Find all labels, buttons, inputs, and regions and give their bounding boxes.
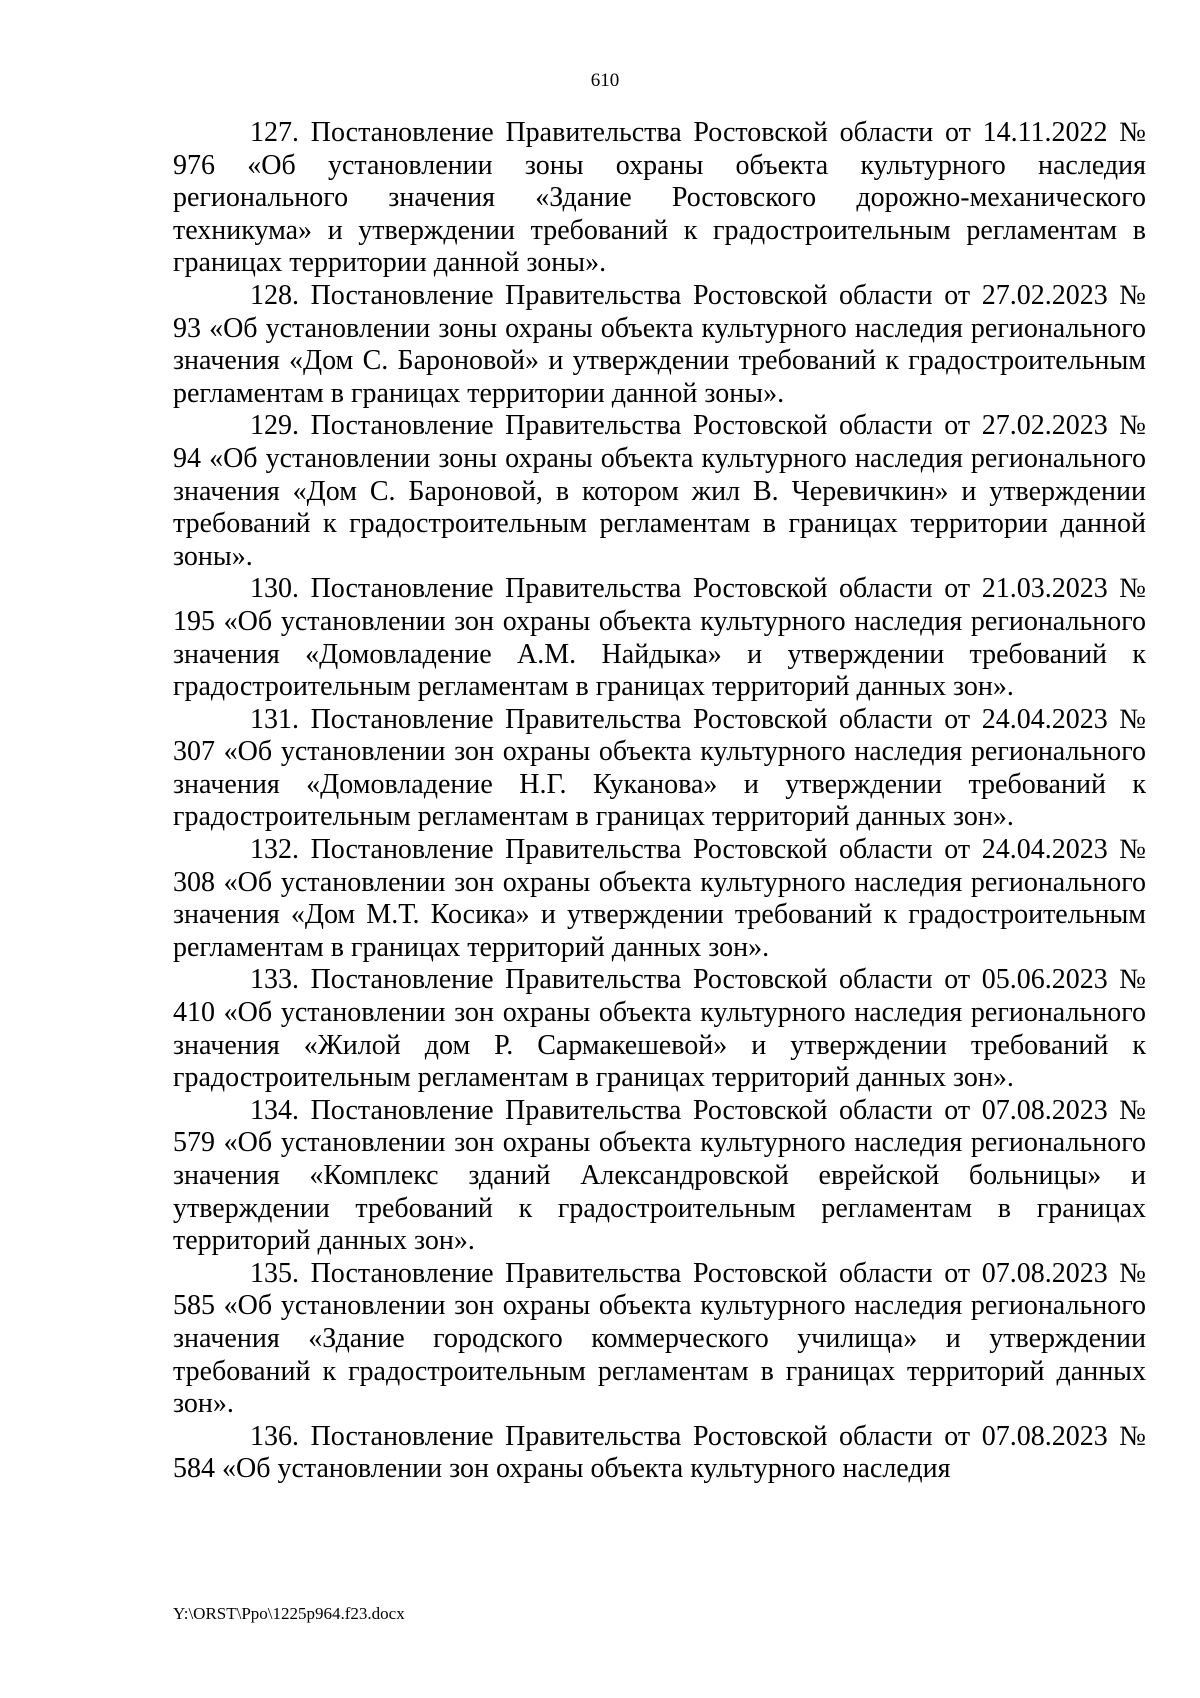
list-item: 136. Постановление Правительства Ростовской области от 07.08.2023 № 584 «Об установлении зон охраны объекта культурного наследия [173, 1420, 1146, 1485]
footer-file-path: Y:\ORST\Ppo\1225p964.f23.docx [173, 1604, 405, 1623]
list-item: 135. Постановление Правительства Ростовской области от 07.08.2023 № 585 «Об установлении зон охраны объекта культурного наследия регионального значения «Здание городского коммерческого училища» и утверждении требований к градостроительным регламентам в границах территорий данных зон». [173, 1257, 1146, 1420]
page-number: 610 [590, 70, 620, 91]
list-item: 127. Постановление Правительства Ростовской области от 14.11.2022 № 976 «Об установлении зоны охраны объекта культурного наследия регионального значения «Здание Ростовского дорожно-механического техникума» и утверждении требований к градостроительным регламентам в границах территории данной зоны». [173, 117, 1146, 279]
list-item: 132. Постановление Правительства Ростовской области от 24.04.2023 № 308 «Об установлении зон охраны объекта культурного наследия регионального значения «Дом М.Т. Косика» и утверждении требований к градостроительным регламентам в границах территорий данных зон». [173, 834, 1146, 963]
list-item: 134. Постановление Правительства Ростовской области от 07.08.2023 № 579 «Об установлении зон охраны объекта культурного наследия регионального значения «Комплекс зданий Александровской еврейской больницы» и утверждении требований к градостроительным регламентам в границах территорий данных зон». [173, 1094, 1146, 1257]
list-item: 129. Постановление Правительства Ростовской области от 27.02.2023 № 94 «Об установлении зоны охраны объекта культурного наследия регионального значения «Дом С. Бароновой, в котором жил В. Черевичкин» и утверждении требований к градостроительным регламентам в границах территории данной зоны». [173, 410, 1146, 572]
list-item: 130. Постановление Правительства Ростовской области от 21.03.2023 № 195 «Об установлении зон охраны объекта культурного наследия регионального значения «Домовладение А.М. Найдыка» и утверждении требований к градостроительным регламентам в границах территорий данных зон». [173, 573, 1146, 703]
document-body [173, 117, 1146, 1486]
list-item: 131. Постановление Правительства Ростовской области от 24.04.2023 № 307 «Об установлении зон охраны объекта культурного наследия регионального значения «Домовладение Н.Г. Куканова» и утверждении требований к градостроительным регламентам в границах территорий данных зон». [173, 703, 1146, 833]
list-item: 133. Постановление Правительства Ростовской области от 05.06.2023 № 410 «Об установлении зон охраны объекта культурного наследия регионального значения «Жилой дом Р. Сармакешевой» и утверждении требований к градостроительным регламентам в границах территорий данных зон». [173, 964, 1146, 1094]
list-item: 128. Постановление Правительства Ростовской области от 27.02.2023 № 93 «Об установлении зоны охраны объекта культурного наследия регионального значения «Дом С. Бароновой» и утверждении требований к градостроительным регламентам в границах территории данной зоны». [173, 279, 1146, 409]
